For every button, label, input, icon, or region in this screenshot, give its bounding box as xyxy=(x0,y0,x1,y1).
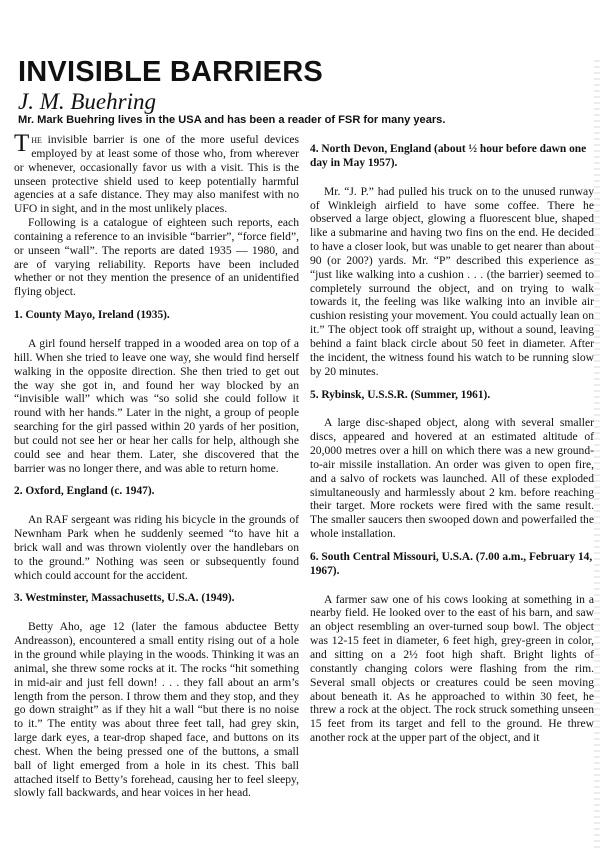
author-bio: Mr. Mark Buehring lives in the USA and has been a reader of FSR for many years. xyxy=(18,114,446,126)
section-5-heading: 5. Rybinsk, U.S.S.R. (Summer, 1961). xyxy=(310,388,491,401)
section-4-heading: 4. North Devon, England (about ½ hour before dawn one day in May 1957). xyxy=(310,143,587,169)
left-column xyxy=(14,130,299,800)
intro-paragraph-2: Following is a catalogue of eighteen such reports, each containing a reference to an invisible “barrier”, “force field”, or unseen “wall”. The reports are dated 1935 — 1980, and are of varying reliability. Reports have been included whether or not they mention the presence of an unidentified flying object. xyxy=(14,216,299,299)
page-edge-bleed xyxy=(594,60,600,850)
intro-paragraph-1-text: invisible barrier is one of the more useful devices employed by at least some of those who, from wherever or whenever, occasionally favor us with a visit. This is the unseen protective shield used to keep potentially harmful agencies at a safe distance. They may also manifest with no UFO in sight, and in the most unlikely places. xyxy=(14,133,299,216)
section-6-text: A farmer saw one of his cows looking at something in a nearby field. He looked over to the east of his barn, and saw an object resembling an over-turned soup bowl. The object was 12-15 feet in diameter, 6 feet high, grey-green in color, and sitting on a 2½ foot high shaft. Bright lights of constantly changing colors were flashing from the rim. Several small objects or creatures could be seen moving about beneath it. As he approached to within 30 feet, he threw a rock at the object. The rock struck something unseen 15 feet from its target and fell to the ground. He threw another rock at the upper part of the object, and it xyxy=(310,592,594,745)
drop-cap: T xyxy=(14,130,30,157)
intro-smallcaps: he xyxy=(31,133,42,146)
section-1-text: A girl found herself trapped in a wooded area on top of a hill. When she tried to leave one way, she would find herself walking in the opposite direction. She then tried to get out the way she got in, and found her way blocked by an “invisible wall” which was “so solid she could follow it round with her hands.” Later in the night, a group of people searching for the girl passed within 20 yards of her position, but could not see her or hear her calls for help, although she could see and hear them. Later, she discovered that the barrier was no longer there, and was able to return home. xyxy=(14,336,299,475)
section-3-text: Betty Aho, age 12 (later the famous abductee Betty Andreasson), encountered a small entity rising out of a hole in the ground while playing in the woods. Thinking it was an animal, she threw some rocks at it. The rocks “hit something in mid-air and just fell down! . . . they fall about an arm’s length from the person. I throw them and they stop, and they go down straight” as if they hit a wall “but there is no noise to it.” The entity was about three feet tall, had grey skin, large dark eyes, a tear-drop shaped face, and buttons on its chest. When the being pressed one of the buttons, a small ball of light emerged from a hole in its chest. This ball attached itself to Betty’s forehead, causing her to feel sleepy, slowly fall backwards, and hear voices in her head. xyxy=(14,620,299,800)
section-2-heading: 2. Oxford, England (c. 1947). xyxy=(14,485,155,498)
author-name: J. M. Buehring xyxy=(18,89,156,114)
section-2-text: An RAF sergeant was riding his bicycle in the grounds of Newnham Park when he suddenly seemed “to have hit a brick wall and was thrown violently over the handlebars on to the ground.” Nothing was seen or subsequently found which could account for the accident. xyxy=(14,513,299,582)
section-5-text: A large disc-shaped object, along with several smaller discs, appeared and hovered at an estimated altitude of 20,000 metres over a hill on which there was a new ground-to-air missile installation. An order was given to open fire, and a salvo of rockets was launched. All of these exploded simultaneously and harmlessly about 2 km. before reaching their target. More rockets were fired with the same result. The smaller saucers then swooped down and powerfailed the whole installation. xyxy=(310,416,594,541)
section-4-text: Mr. “J. P.” had pulled his truck on to the unused runway of Winkleigh airfield to have some coffee. There he observed a large object, glowing a fluorescent blue, shaped like a submarine and having two fins on the end. He decided to have a closer look, but was unable to get nearer than about 90 (or 200?) yards. Mr. “P” described this experience as “just like walking into a cushion . . . (the barrier) seemed to completely surround the object, and on trying to walk towards it, the feeling was like walking into an invible air cushion resisting your movement. You could actually lean on it.” The object took off straight up, without a sound, leaving behind a faint black circle about 50 feet in diameter. After the incident, the witness found his watch to be running slow by 20 minutes. xyxy=(310,184,594,378)
section-3-heading: 3. Westminster, Massachusetts, U.S.A. (1949). xyxy=(14,592,235,605)
section-1-heading: 1. County Mayo, Ireland (1935). xyxy=(14,309,170,322)
section-6-heading: 6. South Central Missouri, U.S.A. (7.00 a.m., February 14, 1967). xyxy=(310,550,593,577)
right-column xyxy=(310,133,594,745)
intro-paragraph-1 xyxy=(14,130,299,216)
article-title: INVISIBLE BARRIERS xyxy=(18,56,323,88)
